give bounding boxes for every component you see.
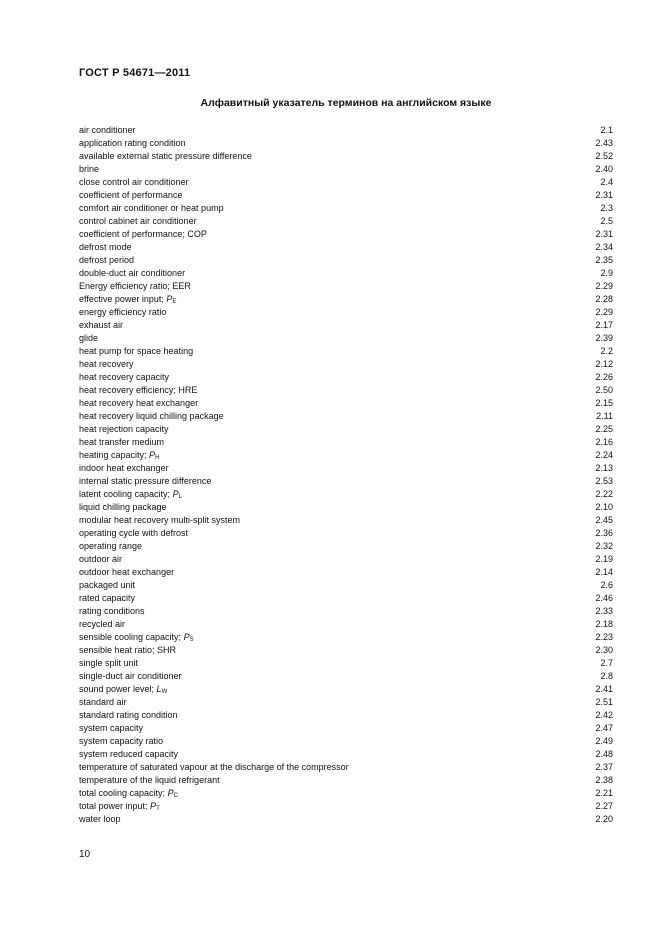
index-entry: [79, 566, 614, 579]
index-section-ref: 2.50: [595, 385, 613, 395]
index-section-ref: 2.3: [600, 203, 613, 213]
index-term: [79, 527, 188, 540]
index-term-text: modular heat recovery multi-split system: [79, 515, 241, 525]
index-section-ref: 2.9: [600, 268, 613, 278]
index-section-ref: 2.22: [595, 489, 613, 499]
index-term: [79, 605, 145, 618]
index-entry: [79, 696, 614, 709]
index-term: [79, 163, 99, 176]
index-term: [79, 800, 160, 813]
index-term-symbol: P: [167, 788, 174, 798]
index-term-text: brine: [79, 164, 100, 174]
index-term-text: sensible cooling capacity;: [79, 632, 184, 642]
index-entry: [79, 449, 614, 462]
index-section-ref: 2.36: [595, 528, 613, 538]
index-entry: [79, 345, 614, 358]
index-entry: [79, 124, 614, 137]
index-entry: [79, 358, 614, 371]
index-term-text: coefficient of performance; COP: [79, 229, 207, 239]
index-entry: [79, 813, 614, 826]
index-term: [79, 592, 135, 605]
index-term-symbol: P: [183, 632, 190, 642]
index-entry: [79, 150, 614, 163]
index-section-ref: 2.30: [595, 645, 613, 655]
index-term: [79, 475, 211, 488]
index-term: [79, 215, 197, 228]
index-term-text: system capacity: [79, 723, 144, 733]
index-section-ref: 2.33: [595, 606, 613, 616]
index-term-symbol: P: [166, 294, 173, 304]
index-section-ref: 2.8: [600, 671, 613, 681]
index-term: [79, 774, 220, 787]
index-section-ref: 2.52: [595, 151, 613, 161]
index-term-text: control cabinet air conditioner: [79, 216, 197, 226]
index-section-ref: 2.40: [595, 164, 613, 174]
index-term-text: exhaust air: [79, 320, 124, 330]
index-section-ref: 2.13: [595, 463, 613, 473]
index-entry: [79, 748, 614, 761]
index-term-text: outdoor air: [79, 554, 123, 564]
index-term-text: heat recovery efficiency; HRE: [79, 385, 198, 395]
index-entry: [79, 280, 614, 293]
index-entry: [79, 228, 614, 241]
index-term-text: defrost mode: [79, 242, 132, 252]
index-section-ref: 2.6: [600, 580, 613, 590]
index-term: [79, 254, 134, 267]
index-section-ref: 2.20: [595, 814, 613, 824]
index-entry: [79, 670, 614, 683]
index-section-ref: 2.25: [595, 424, 613, 434]
index-term: [79, 436, 164, 449]
index-section-ref: 2.17: [595, 320, 613, 330]
index-section-ref: 2.42: [595, 710, 613, 720]
index-section-ref: 2.1: [600, 125, 613, 135]
index-term-text: liquid chilling package: [79, 502, 167, 512]
index-term: [79, 358, 134, 371]
index-entry: [79, 254, 614, 267]
index-term: [79, 189, 182, 202]
index-term-symbol: P: [149, 450, 156, 460]
index-term: [79, 761, 349, 774]
index-section-ref: 2.31: [595, 190, 613, 200]
index-section-ref: 2.51: [595, 697, 613, 707]
index-term: [79, 540, 142, 553]
index-term: [79, 553, 122, 566]
index-term: [79, 813, 121, 826]
index-term-text: temperature of saturated vapour at the discharge of the compressor: [79, 762, 349, 772]
index-entry: [79, 553, 614, 566]
index-term: [79, 280, 191, 293]
index-term: [79, 735, 163, 748]
index-term-text: operating range: [79, 541, 143, 551]
index-term-text: heat recovery: [79, 359, 134, 369]
index-term: [79, 371, 169, 384]
index-term: [79, 644, 176, 657]
index-term-text: heat recovery liquid chilling package: [79, 411, 224, 421]
index-term-text: glide: [79, 333, 99, 343]
index-section-ref: 2.10: [595, 502, 613, 512]
index-term: [79, 241, 132, 254]
index-entry: [79, 475, 614, 488]
index-entry: [79, 774, 614, 787]
index-term: [79, 345, 193, 358]
index-term-text: heat recovery capacity: [79, 372, 170, 382]
index-term-text: rated capacity: [79, 593, 136, 603]
index-section-ref: 2.27: [595, 801, 613, 811]
index-term-text: single split unit: [79, 658, 139, 668]
index-term: [79, 787, 178, 800]
index-term-text: latent cooling capacity;: [79, 489, 173, 499]
index-term: [79, 176, 189, 189]
index-entry: [79, 761, 614, 774]
index-section-ref: 2.5: [600, 216, 613, 226]
index-term-text: close control air conditioner: [79, 177, 189, 187]
index-section-ref: 2.53: [595, 476, 613, 486]
index-entry: [79, 488, 614, 501]
index-entry: [79, 384, 614, 397]
index-term: [79, 501, 167, 514]
index-term: [79, 722, 143, 735]
index-term-text: effective power input;: [79, 294, 167, 304]
index-term-text: sound power level;: [79, 684, 157, 694]
index-section-ref: 2.4: [600, 177, 613, 187]
index-entry: [79, 501, 614, 514]
index-term-text: Energy efficiency ratio; EER: [79, 281, 191, 291]
index-entry: [79, 332, 614, 345]
index-section-ref: 2.29: [595, 281, 613, 291]
index-entry: [79, 631, 614, 644]
index-section-ref: 2.31: [595, 229, 613, 239]
index-term-text: application rating condition: [79, 138, 186, 148]
index-section-ref: 2.11: [596, 411, 613, 421]
index-entry: [79, 683, 614, 696]
index-term: [79, 748, 178, 761]
index-entry: [79, 293, 614, 306]
index-section-ref: 2.19: [595, 554, 613, 564]
index-term-symbol: P: [150, 801, 157, 811]
index-term-text: heat rejection capacity: [79, 424, 169, 434]
index-term-text: water loop: [79, 814, 121, 824]
index-entry: [79, 423, 614, 436]
index-entry: [79, 657, 614, 670]
index-section-ref: 2.38: [595, 775, 613, 785]
index-section-ref: 2.34: [595, 242, 613, 252]
index-term: [79, 618, 125, 631]
index-term: [79, 462, 169, 475]
index-term-text: heating capacity;: [79, 450, 150, 460]
index-section-ref: 2.37: [595, 762, 613, 772]
index-entry: [79, 241, 614, 254]
index-entry: [79, 371, 614, 384]
index-term-text: heat recovery heat exchanger: [79, 398, 199, 408]
index-term-symbol-subscript: S: [189, 637, 194, 643]
index-term-text: total power input;: [79, 801, 151, 811]
index-term: [79, 384, 197, 397]
index-term: [79, 306, 166, 319]
index-term-text: defrost period: [79, 255, 135, 265]
index-section-ref: 2.26: [595, 372, 613, 382]
index-term: [79, 332, 98, 345]
index-section-ref: 2.23: [595, 632, 613, 642]
index-term: [79, 683, 167, 696]
document-code: ГОСТ Р 54671—2011: [79, 67, 191, 79]
index-term-text: system reduced capacity: [79, 749, 179, 759]
index-term: [79, 293, 176, 306]
index-section-ref: 2.21: [595, 788, 613, 798]
index-term-symbol-subscript: L: [178, 494, 182, 500]
term-index-list: [79, 124, 614, 826]
index-entry: [79, 319, 614, 332]
index-term-text: rating conditions: [79, 606, 145, 616]
index-entry: [79, 579, 614, 592]
index-term-text: packaged unit: [79, 580, 136, 590]
index-term: [79, 124, 136, 137]
index-entry: [79, 644, 614, 657]
index-term: [79, 709, 178, 722]
index-entry: [79, 410, 614, 423]
index-section-ref: 2.46: [595, 593, 613, 603]
index-term: [79, 137, 186, 150]
index-section-ref: 2.45: [595, 515, 613, 525]
index-section-ref: 2.35: [595, 255, 613, 265]
index-term-symbol-subscript: H: [155, 455, 160, 461]
index-section-ref: 2.7: [600, 658, 613, 668]
index-section-ref: 2.12: [595, 359, 613, 369]
index-term: [79, 150, 252, 163]
index-term-text: temperature of the liquid refrigerant: [79, 775, 220, 785]
index-entry: [79, 163, 614, 176]
index-entry: [79, 787, 614, 800]
index-section-ref: 2.2: [600, 346, 613, 356]
index-term: [79, 410, 224, 423]
index-term: [79, 228, 207, 241]
index-entry: [79, 176, 614, 189]
index-entry: [79, 215, 614, 228]
index-entry: [79, 189, 614, 202]
index-entry: [79, 722, 614, 735]
index-term-symbol-subscript: W: [161, 689, 168, 695]
index-term: [79, 657, 138, 670]
index-section-ref: 2.48: [595, 749, 613, 759]
index-term-text: double-duct air conditioner: [79, 268, 186, 278]
index-entry: [79, 709, 614, 722]
index-term-text: single-duct air conditioner: [79, 671, 182, 681]
index-term-symbol: L: [156, 684, 162, 694]
index-term-text: standard rating condition: [79, 710, 178, 720]
index-term-symbol-subscript: C: [173, 793, 178, 799]
index-term: [79, 267, 185, 280]
index-section-ref: 2.14: [595, 567, 613, 577]
index-entry: [79, 306, 614, 319]
index-entry: [79, 397, 614, 410]
index-entry: [79, 540, 614, 553]
page-number: 10: [79, 849, 91, 860]
index-term: [79, 319, 123, 332]
index-term-text: indoor heat exchanger: [79, 463, 169, 473]
index-term: [79, 423, 169, 436]
index-term-text: total cooling capacity;: [79, 788, 168, 798]
index-term: [79, 696, 127, 709]
index-section-ref: 2.49: [595, 736, 613, 746]
index-section-ref: 2.32: [595, 541, 613, 551]
index-term-text: available external static pressure difference: [79, 151, 252, 161]
index-term-text: heat transfer medium: [79, 437, 165, 447]
index-entry: [79, 735, 614, 748]
index-term-text: comfort air conditioner or heat pump: [79, 203, 224, 213]
index-term: [79, 670, 182, 683]
index-entry: [79, 605, 614, 618]
index-section-ref: 2.43: [595, 138, 613, 148]
index-entry: [79, 436, 614, 449]
index-term-text: air conditioner: [79, 125, 136, 135]
index-entry: [79, 202, 614, 215]
index-entry: [79, 592, 614, 605]
index-section-ref: 2.29: [595, 307, 613, 317]
index-term-symbol-subscript: T: [156, 806, 160, 812]
index-section-ref: 2.41: [595, 684, 613, 694]
index-title: Алфавитный указатель терминов на английском языке: [200, 97, 492, 109]
index-term-text: coefficient of performance: [79, 190, 183, 200]
index-term: [79, 514, 240, 527]
index-term: [79, 449, 159, 462]
index-entry: [79, 618, 614, 631]
index-term: [79, 488, 182, 501]
index-section-ref: 2.18: [595, 619, 613, 629]
index-term: [79, 579, 135, 592]
index-term-text: sensible heat ratio; SHR: [79, 645, 177, 655]
index-term-text: standard air: [79, 697, 127, 707]
index-term: [79, 566, 174, 579]
index-term-symbol: P: [172, 489, 179, 499]
index-entry: [79, 267, 614, 280]
index-term-text: energy efficiency ratio: [79, 307, 167, 317]
index-term-symbol-subscript: E: [172, 299, 177, 305]
index-entry: [79, 527, 614, 540]
index-section-ref: 2.39: [595, 333, 613, 343]
index-term-text: heat pump for space heating: [79, 346, 194, 356]
index-term: [79, 631, 194, 644]
index-term-text: internal static pressure difference: [79, 476, 212, 486]
index-term-text: recycled air: [79, 619, 126, 629]
index-entry: [79, 462, 614, 475]
index-entry: [79, 800, 614, 813]
index-entry: [79, 514, 614, 527]
index-term: [79, 202, 224, 215]
index-term-text: outdoor heat exchanger: [79, 567, 175, 577]
index-entry: [79, 137, 614, 150]
index-term-text: system capacity ratio: [79, 736, 164, 746]
index-section-ref: 2.15: [595, 398, 613, 408]
index-section-ref: 2.28: [595, 294, 613, 304]
index-section-ref: 2.47: [595, 723, 613, 733]
index-term-text: operating cycle with defrost: [79, 528, 189, 538]
index-section-ref: 2.16: [595, 437, 613, 447]
index-term: [79, 397, 198, 410]
index-section-ref: 2.24: [595, 450, 613, 460]
